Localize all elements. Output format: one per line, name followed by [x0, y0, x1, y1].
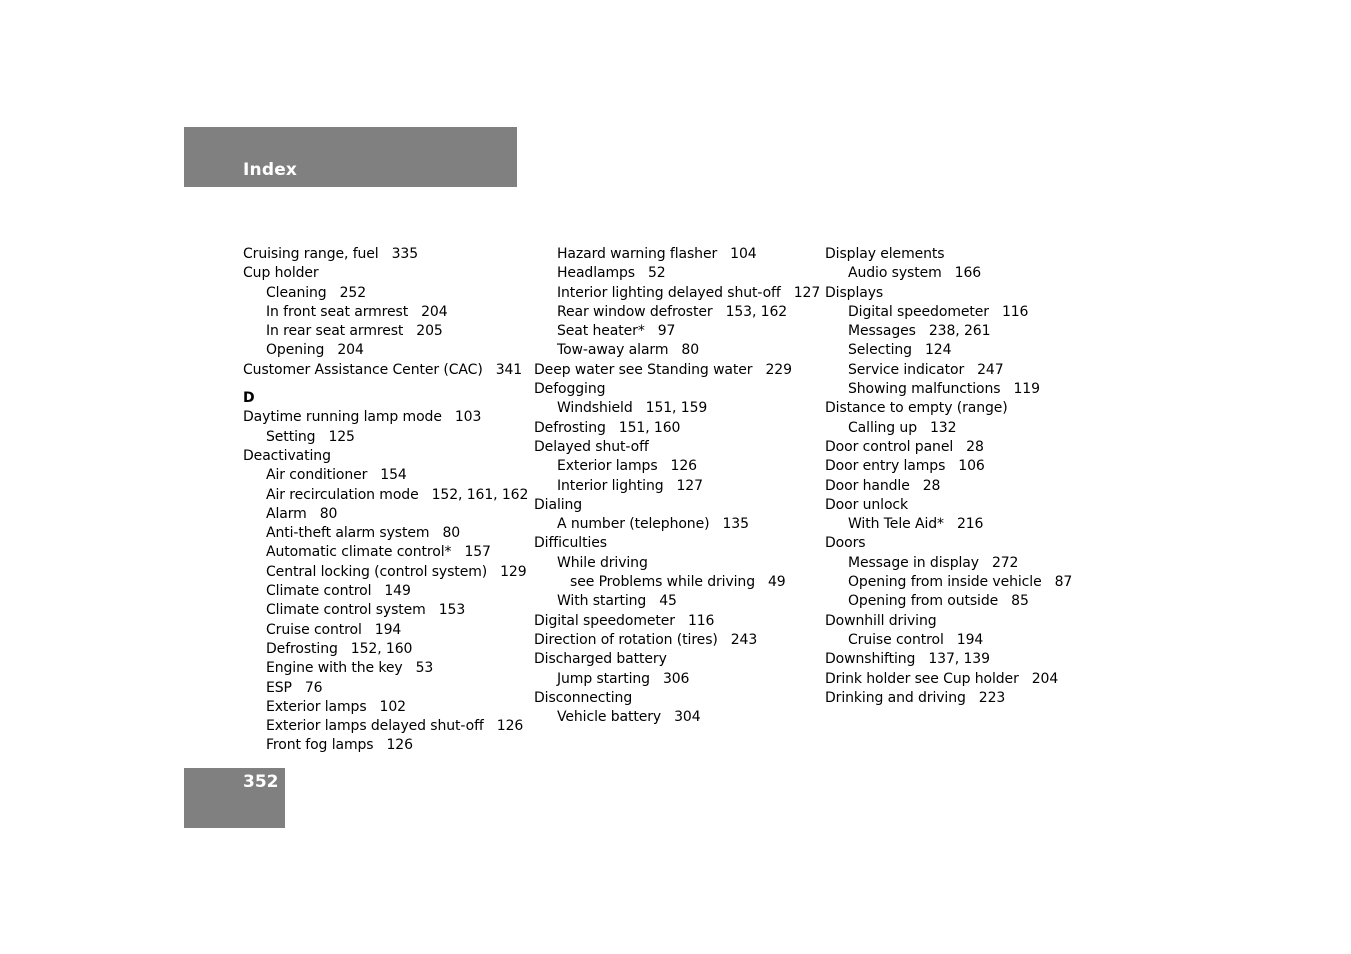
index-page-reference: 151, 160	[618, 419, 681, 436]
index-page-reference: 216	[956, 516, 984, 533]
index-entry	[243, 717, 528, 736]
index-term: Deep water see Standing water	[534, 361, 753, 378]
index-entry	[243, 640, 528, 659]
index-page-reference: 154	[380, 467, 407, 484]
index-entry	[825, 264, 1110, 283]
index-term: With Tele Aid*	[848, 516, 944, 533]
index-page-reference: 194	[374, 621, 402, 638]
index-page-reference: 247	[977, 361, 1004, 378]
page-title: Index	[243, 160, 298, 180]
index-page-reference: 204	[421, 303, 448, 320]
index-entry	[243, 563, 528, 582]
index-entry	[534, 438, 819, 457]
index-page-reference: 335	[391, 246, 419, 262]
index-term: Cruise control	[848, 631, 944, 648]
index-page-reference: 304	[674, 709, 701, 726]
index-term: Cruising range, fuel	[243, 246, 379, 262]
index-term: D	[243, 390, 255, 407]
index-entry	[825, 399, 1110, 418]
index-page-reference: 127	[676, 477, 703, 494]
index-page-reference: 53	[415, 660, 434, 677]
index-entry	[534, 245, 819, 264]
page-number: 352	[243, 772, 279, 792]
index-entry	[534, 708, 819, 727]
index-entry	[825, 457, 1110, 476]
index-term: see Problems while driving	[570, 574, 755, 591]
index-term: Climate control	[266, 583, 372, 600]
index-page-reference: 137, 139	[928, 651, 990, 668]
index-page-reference: 106	[958, 458, 985, 475]
index-entry	[534, 631, 819, 650]
index-page-reference: 102	[379, 698, 406, 715]
index-entry	[243, 408, 528, 427]
index-entry	[825, 477, 1110, 496]
index-page-reference: 116	[687, 612, 715, 629]
index-term: Downhill driving	[825, 612, 937, 629]
index-page-reference: 126	[670, 458, 697, 475]
index-entry	[243, 447, 528, 466]
index-term: Audio system	[848, 265, 942, 282]
index-entry	[534, 380, 819, 399]
index-term: A number (telephone)	[557, 516, 710, 533]
index-page-reference: 153	[438, 602, 466, 619]
index-entry	[825, 534, 1110, 553]
index-term: Front fog lamps	[266, 737, 374, 754]
index-term: Display elements	[825, 246, 945, 262]
index-page-reference: 28	[922, 477, 941, 494]
index-term: Direction of rotation (tires)	[534, 631, 718, 648]
index-term: Hazard warning flasher	[557, 246, 718, 262]
index-entry	[534, 341, 819, 360]
index-term: Door unlock	[825, 496, 909, 513]
index-term: Daytime running lamp mode	[243, 409, 442, 426]
index-page-reference: 104	[730, 246, 757, 262]
index-page-reference: 149	[384, 583, 411, 600]
index-page-reference: 124	[924, 342, 952, 359]
index-entry	[825, 573, 1110, 592]
index-term: Displays	[825, 284, 884, 301]
index-entry	[534, 477, 819, 496]
index-page-reference: 223	[978, 689, 1006, 706]
index-entry	[243, 543, 528, 562]
index-term: Climate control system	[266, 602, 426, 619]
index-page-reference: 119	[1013, 381, 1040, 398]
index-entry	[243, 524, 528, 543]
index-entry	[243, 621, 528, 640]
index-term: Headlamps	[557, 265, 635, 282]
index-term: Vehicle battery	[557, 709, 662, 726]
index-term: Engine with the key	[266, 660, 403, 677]
index-page-reference: 341	[495, 361, 523, 378]
index-entry	[825, 419, 1110, 438]
index-term: Distance to empty (range)	[825, 400, 1008, 417]
index-entry	[243, 679, 528, 698]
index-header-bar	[184, 127, 517, 187]
index-page-reference: 205	[416, 323, 443, 340]
index-term: Alarm	[266, 505, 307, 522]
index-term: Calling up	[848, 419, 917, 436]
index-entry	[825, 322, 1110, 341]
index-entry	[534, 592, 819, 611]
index-term: Door entry lamps	[825, 458, 946, 475]
index-entry	[825, 284, 1110, 303]
index-term: Messages	[848, 323, 916, 340]
index-term: Central locking (control system)	[266, 563, 488, 580]
index-entry	[534, 515, 819, 534]
index-entry	[825, 303, 1110, 322]
index-page-reference: 52	[648, 265, 666, 282]
index-term: Automatic climate control*	[266, 544, 452, 561]
index-term: Defrosting	[534, 419, 606, 436]
index-entry	[243, 736, 528, 755]
index-entry	[825, 670, 1110, 689]
index-entry	[534, 670, 819, 689]
index-term: Service indicator	[848, 361, 965, 378]
index-term: Drinking and driving	[825, 689, 966, 706]
index-entry	[243, 601, 528, 620]
index-entry	[534, 534, 819, 553]
index-page-reference: 126	[386, 737, 413, 754]
index-term: In front seat armrest	[266, 303, 409, 320]
index-page-reference: 151, 159	[645, 400, 708, 417]
index-entry	[243, 322, 528, 341]
index-entry	[243, 486, 528, 505]
index-page-reference: 129	[500, 563, 527, 580]
index-page-reference: 132	[930, 419, 957, 436]
index-page-reference: 103	[454, 409, 482, 426]
index-entry	[534, 554, 819, 573]
index-page-reference: 252	[339, 284, 367, 301]
index-page-reference: 194	[956, 631, 984, 648]
index-entry	[825, 689, 1110, 708]
index-page-reference: 229	[765, 361, 792, 378]
index-term: Dialing	[534, 496, 583, 513]
index-term: Rear window defroster	[557, 303, 713, 320]
index-term: Air conditioner	[266, 467, 368, 484]
index-page-reference: 125	[328, 428, 355, 445]
index-page-reference: 80	[681, 342, 700, 359]
index-entry	[534, 399, 819, 418]
index-page-reference: 49	[768, 574, 786, 591]
index-page-reference: 116	[1001, 303, 1029, 320]
index-entry	[825, 361, 1110, 380]
index-term: Air recirculation mode	[266, 486, 419, 503]
index-term: Message in display	[848, 554, 979, 571]
index-term: Customer Assistance Center (CAC)	[243, 361, 483, 378]
index-entry	[534, 284, 819, 303]
index-term: Setting	[266, 428, 316, 445]
index-entry	[243, 361, 528, 380]
index-entry	[243, 505, 528, 524]
index-page-reference: 152, 160	[350, 640, 413, 657]
index-page-reference: 76	[304, 679, 323, 696]
index-entry	[825, 341, 1110, 360]
index-entry	[825, 631, 1110, 650]
index-entry	[825, 612, 1110, 631]
page-number-box	[184, 768, 285, 828]
index-page-reference: 204	[337, 342, 364, 359]
index-entry	[534, 689, 819, 708]
index-entry	[534, 303, 819, 322]
index-page-reference: 152, 161, 162	[431, 486, 529, 503]
index-term: Jump starting	[557, 670, 650, 687]
index-term: Cleaning	[266, 284, 327, 301]
index-term: Cup holder	[243, 265, 319, 282]
index-term: Seat heater*	[557, 323, 645, 340]
index-term: Delayed shut-off	[534, 438, 649, 455]
index-entry	[534, 457, 819, 476]
index-term: Opening	[266, 342, 325, 359]
index-column-2	[534, 245, 819, 727]
index-term: Disconnecting	[534, 689, 633, 706]
index-term: Difficulties	[534, 535, 607, 552]
index-page-reference: 28	[966, 438, 984, 455]
index-term: Interior lighting delayed shut-off	[557, 284, 781, 301]
index-page-reference: 97	[657, 323, 676, 340]
index-entry	[825, 515, 1110, 534]
index-term: Defrosting	[266, 640, 338, 657]
index-entry	[825, 380, 1110, 399]
index-term: Doors	[825, 535, 866, 552]
index-entry	[243, 428, 528, 447]
index-term: Drink holder see Cup holder	[825, 670, 1019, 687]
index-page-reference: 157	[464, 544, 491, 561]
index-entry	[243, 284, 528, 303]
index-column-1	[243, 245, 528, 756]
index-page-reference: 80	[442, 525, 461, 542]
index-entry	[825, 438, 1110, 457]
index-entry	[534, 419, 819, 438]
index-entry	[534, 322, 819, 341]
index-page-reference: 45	[659, 593, 677, 610]
index-term: Opening from inside vehicle	[848, 574, 1042, 591]
index-term: Windshield	[557, 400, 633, 417]
index-term: Door control panel	[825, 438, 954, 455]
index-entry	[534, 361, 819, 380]
index-page-reference: 306	[662, 670, 690, 687]
index-term: Deactivating	[243, 447, 331, 464]
index-entry	[534, 264, 819, 283]
index-term: Door handle	[825, 477, 910, 494]
index-term: Cruise control	[266, 621, 362, 638]
index-page-reference: 204	[1031, 670, 1059, 687]
index-term: ESP	[266, 679, 292, 696]
index-term: With starting	[557, 593, 647, 610]
index-term: Digital speedometer	[534, 612, 675, 629]
index-entry	[825, 554, 1110, 573]
index-term: Selecting	[848, 342, 912, 359]
index-column-3	[825, 245, 1110, 708]
index-page-reference: 153, 162	[725, 303, 788, 320]
index-term: Anti-theft alarm system	[266, 525, 430, 542]
index-entry	[243, 341, 528, 360]
index-term: Exterior lamps	[557, 458, 658, 475]
index-entry	[534, 650, 819, 669]
index-entry	[825, 496, 1110, 515]
index-entry	[534, 496, 819, 515]
index-term: While driving	[557, 554, 648, 571]
index-page-reference: 127	[793, 284, 821, 301]
index-entry	[243, 466, 528, 485]
index-entry	[534, 573, 819, 592]
index-entry	[243, 303, 528, 322]
index-term: In rear seat armrest	[266, 323, 404, 340]
index-page-reference: 87	[1054, 574, 1073, 591]
index-page-reference: 238, 261	[928, 323, 991, 340]
index-entry	[243, 582, 528, 601]
index-entry	[534, 612, 819, 631]
index-entry	[243, 264, 528, 283]
index-term: Opening from outside	[848, 593, 999, 610]
index-entry	[243, 698, 528, 717]
index-entry	[243, 245, 528, 264]
index-term: Defogging	[534, 381, 606, 398]
index-term: Discharged battery	[534, 651, 667, 668]
index-term: Exterior lamps delayed shut-off	[266, 718, 484, 735]
index-entry	[825, 650, 1110, 669]
index-entry	[825, 245, 1110, 264]
index-letter-heading	[243, 389, 528, 408]
index-page-reference: 80	[319, 505, 338, 522]
index-term: Tow-away alarm	[557, 342, 669, 359]
index-page-reference: 272	[991, 554, 1019, 571]
index-page-reference: 85	[1011, 593, 1029, 610]
index-page-reference: 135	[722, 516, 749, 533]
index-page-reference: 243	[730, 631, 758, 648]
index-term: Exterior lamps	[266, 698, 367, 715]
index-page-reference: 166	[954, 265, 982, 282]
index-term: Showing malfunctions	[848, 381, 1001, 398]
index-page-reference: 126	[496, 718, 524, 735]
index-term: Digital speedometer	[848, 303, 989, 320]
index-term: Downshifting	[825, 651, 916, 668]
index-entry	[825, 592, 1110, 611]
index-entry	[243, 659, 528, 678]
index-term: Interior lighting	[557, 477, 664, 494]
